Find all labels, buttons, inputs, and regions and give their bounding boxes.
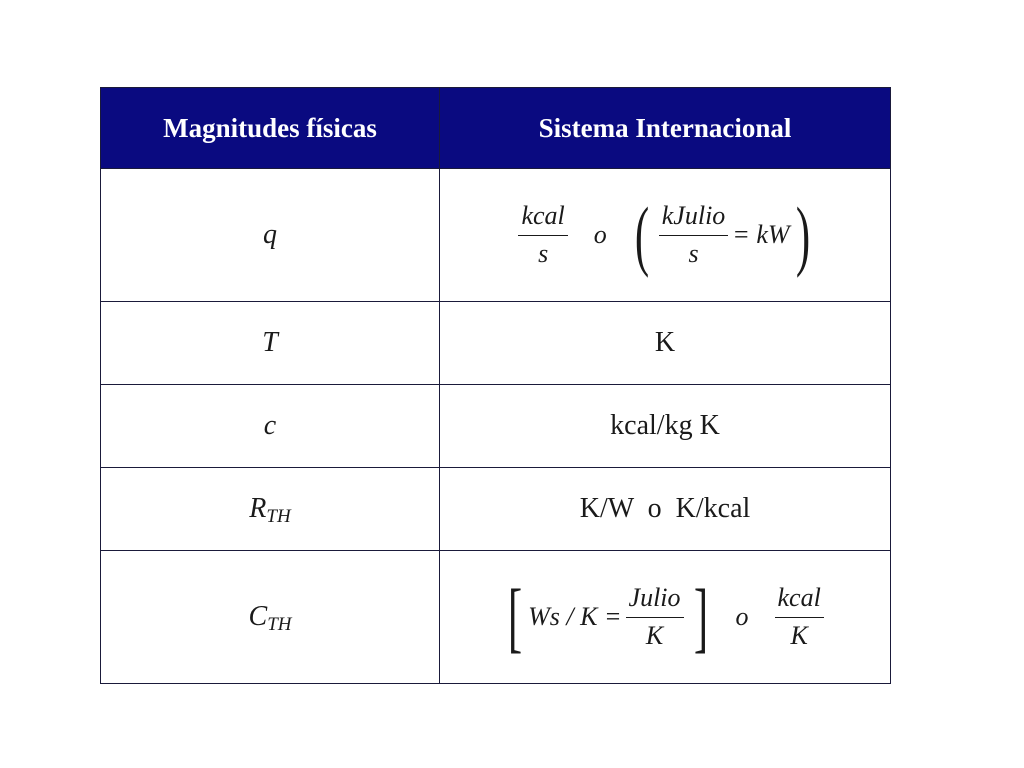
or-text: o xyxy=(735,602,749,631)
table-row xyxy=(101,302,891,385)
table-row xyxy=(101,468,891,551)
header-magnitudes: Magnitudes físicas xyxy=(101,88,440,169)
symbol-cell xyxy=(101,169,440,302)
or-text: o xyxy=(593,220,607,249)
unit-cell xyxy=(440,468,891,551)
unit-cell xyxy=(440,551,891,684)
unit-c: kcal/kg K xyxy=(610,410,720,441)
symbol-cell xyxy=(101,551,440,684)
symbol-main: R xyxy=(249,493,267,524)
fraction-denominator: K xyxy=(645,620,664,650)
symbol-t: T xyxy=(262,327,278,358)
symbol-cell xyxy=(101,302,440,385)
unit-cell xyxy=(440,302,891,385)
open-paren: ( xyxy=(634,191,649,278)
unit-rth: K/W o K/kcal xyxy=(579,493,751,524)
header-row xyxy=(101,88,891,169)
symbol-main: C xyxy=(248,601,268,632)
symbol-cell xyxy=(101,385,440,468)
ws-per-k: Ws / K = xyxy=(528,602,622,631)
symbol-q: q xyxy=(263,219,277,250)
unit-t: K xyxy=(654,327,676,358)
symbol-c: c xyxy=(263,410,277,441)
symbol-cth xyxy=(248,601,292,635)
table-row xyxy=(101,551,891,684)
fraction-denominator: K xyxy=(790,620,808,650)
symbol-subscript: TH xyxy=(267,614,292,635)
header-sistema: Sistema Internacional xyxy=(440,88,891,169)
unit-cell xyxy=(440,385,891,468)
fraction-numerator: kJulio xyxy=(659,202,729,236)
table-row xyxy=(101,169,891,302)
fraction-denominator: s xyxy=(688,238,699,268)
fraction-numerator: kcal xyxy=(775,584,824,618)
formula-q xyxy=(514,191,815,278)
fraction xyxy=(775,584,824,650)
table-row xyxy=(101,385,891,468)
fraction xyxy=(626,584,684,650)
fraction xyxy=(659,202,729,268)
close-paren: ) xyxy=(795,191,810,278)
formula-cth xyxy=(502,573,828,660)
unit-cell xyxy=(440,169,891,302)
close-bracket: ] xyxy=(693,573,708,660)
fraction xyxy=(518,202,567,268)
symbol-subscript: TH xyxy=(266,506,291,527)
symbol-cell xyxy=(101,468,440,551)
equals-kw: = kW xyxy=(732,220,790,249)
units-table xyxy=(100,87,891,684)
symbol-rth xyxy=(249,493,291,527)
fraction-denominator: s xyxy=(538,238,549,268)
fraction-numerator: kcal xyxy=(518,202,567,236)
open-bracket: [ xyxy=(508,573,523,660)
fraction-numerator: Julio xyxy=(626,584,684,618)
